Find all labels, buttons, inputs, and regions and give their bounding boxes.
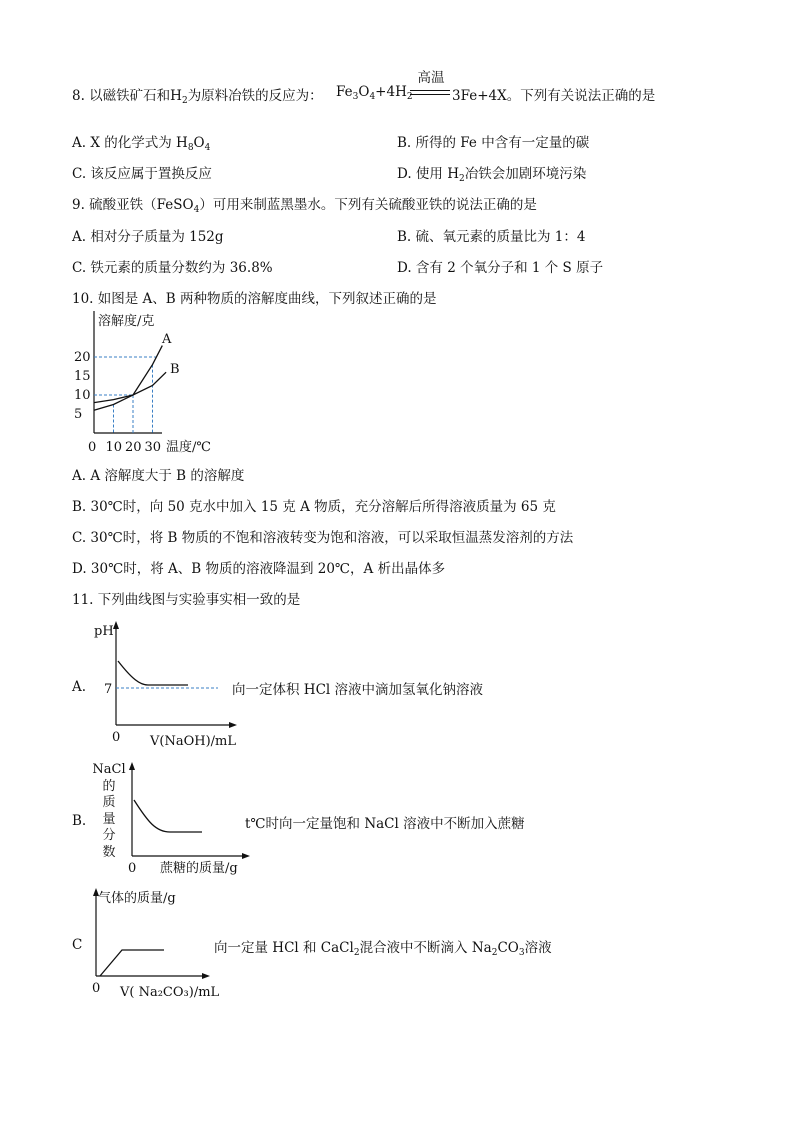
ph-origin: 0 <box>112 730 121 745</box>
solubility-xlabel: 温度/℃ <box>166 440 211 455</box>
q11-a-label: A. <box>72 679 87 695</box>
q11-b-label: B. <box>72 813 87 829</box>
eq-condition-text: 高温 <box>417 70 445 86</box>
eq-right: 3Fe+4X <box>452 88 507 104</box>
q8-suffix: 。下列有关说法正确的是 <box>506 88 656 104</box>
nacl-ylabel-char: 的 <box>102 778 116 794</box>
q8-a-mid: O <box>193 135 205 151</box>
nacl-ylabel-char: NaCl <box>92 762 126 777</box>
ph-chart <box>88 615 238 750</box>
eq-o: O <box>358 84 370 100</box>
solubility-y-tick: 15 <box>74 369 91 384</box>
q8-equation-right <box>452 84 655 104</box>
gas-ylabel: 气体的质量/g <box>98 891 176 906</box>
q8-d-pre: D. 使用 H <box>397 166 459 182</box>
q8-prefix-sub: 2 <box>181 96 188 106</box>
q8-option-a <box>72 131 210 151</box>
nacl-x-arrow <box>242 853 250 859</box>
q9-option-b: B. 硫、氧元素的质量比为 1：4 <box>397 229 586 245</box>
eq-fe: Fe <box>336 84 353 100</box>
q11-c-sub: 2 <box>353 948 360 958</box>
ph-tick-7: 7 <box>104 682 113 697</box>
nacl-ylabel-char: 分 <box>102 828 116 843</box>
q9-option-d: D. 含有 2 个氧分子和 1 个 S 原子 <box>397 260 604 276</box>
solubility-y-tick: 20 <box>74 350 91 365</box>
q10-option-d: D. 30℃时，将 A、B 物质的溶液降温到 20℃，A 析出晶体多 <box>72 561 446 577</box>
solubility-guides <box>94 357 158 433</box>
q9-stem-sub: 4 <box>193 205 200 215</box>
q10-option-c: C. 30℃时，将 B 物质的不饱和溶液转变为饱和溶液，可以采取恒温蒸发溶剂的方法 <box>72 530 574 546</box>
solubility-x-tick: 30 <box>144 440 162 455</box>
nacl-origin: 0 <box>128 861 137 876</box>
q8-stem <box>72 84 323 104</box>
nacl-ylabel <box>92 762 126 861</box>
q11-stem: 11. 下列曲线图与实验事实相一致的是 <box>72 592 301 608</box>
eq-condition <box>414 66 448 86</box>
q11-c-co: CO <box>497 940 519 956</box>
solubility-x-tick: 10 <box>105 440 123 455</box>
q11-c-sub: 2 <box>491 948 498 958</box>
q8-option-b: B. 所得的 Fe 中含有一定量的碳 <box>397 135 590 151</box>
nacl-ylabel-char: 量 <box>102 811 116 827</box>
ph-xlabel: V(NaOH)/mL <box>150 734 236 749</box>
curve-b-label: B <box>170 362 180 377</box>
gas-curve <box>100 950 164 976</box>
q9-stem <box>72 193 537 213</box>
eq-sub: 4 <box>369 92 376 102</box>
q10-option-b: B. 30℃时，向 50 克水中加入 15 克 A 物质，充分溶解后所得溶液质量为 65 克 <box>72 499 556 515</box>
q11-c-mid: 混合液中不断滴入 Na <box>359 940 492 956</box>
gas-origin: 0 <box>92 981 101 996</box>
q9-stem-post: ）可用来制蓝黑墨水。下列有关硫酸亚铁的说法正确的是 <box>199 197 537 213</box>
solubility-chart <box>72 305 232 460</box>
nacl-y-arrow <box>129 762 135 770</box>
q11-c-text <box>214 936 552 956</box>
curve-a-label: A <box>162 332 172 347</box>
q8-option-c: C. 该反应属于置换反应 <box>72 166 212 182</box>
solubility-y-tick: 10 <box>74 388 91 403</box>
solubility-y-tick: 5 <box>74 407 83 422</box>
solubility-x-tick: 20 <box>125 440 142 455</box>
eq-h2: +4H <box>375 84 407 100</box>
q8-prefix: 8. 以磁铁矿石和H <box>72 88 182 104</box>
q8-a-pre: A. X 的化学式为 H <box>72 135 188 151</box>
nacl-ylabel-char: 质 <box>102 795 116 810</box>
nacl-curve <box>134 800 202 832</box>
q11-c-label: C <box>72 937 83 953</box>
curve-b <box>94 372 166 402</box>
ph-curve <box>118 661 188 685</box>
solubility-x-tick: 0 <box>88 440 97 455</box>
q11-a-text: 向一定体积 HCl 溶液中滴加氢氧化钠溶液 <box>232 682 484 698</box>
q11-b-text: t℃时向一定量饱和 NaCl 溶液中不断加入蔗糖 <box>245 816 525 832</box>
ph-x-arrow <box>229 722 237 728</box>
q10-stem: 10. 如图是 A、B 两种物质的溶解度曲线，下列叙述正确的是 <box>72 291 437 307</box>
q10-option-a: A. A 溶解度大于 B 的溶解度 <box>72 468 245 484</box>
eq-sub: 2 <box>406 92 413 102</box>
q11-c-post: 溶液 <box>524 940 552 956</box>
nacl-chart <box>126 760 256 880</box>
q8-d-sub: 2 <box>459 174 465 184</box>
q11-c-sub: 3 <box>518 948 525 958</box>
q8-a-sub: 8 <box>187 143 194 153</box>
nacl-ylabel-char: 数 <box>102 844 116 860</box>
q9-stem-pre: 9. 硫酸亚铁（FeSO <box>72 197 194 213</box>
ph-y-arrow <box>113 621 119 629</box>
q8-prefix-tail: 为原料冶铁的反应为： <box>187 88 323 104</box>
q8-option-d <box>397 162 586 182</box>
q11-c-pre: 向一定量 HCl 和 CaCl <box>214 940 354 956</box>
solubility-ylabel: 溶解度/克 <box>98 314 155 329</box>
ph-ylabel: pH <box>94 624 114 639</box>
gas-xlabel: V( Na₂CO₃)/mL <box>120 985 220 1000</box>
q8-equation <box>336 84 413 100</box>
q9-option-a: A. 相对分子质量为 152g <box>72 229 224 245</box>
q9-option-c: C. 铁元素的质量分数约为 36.8% <box>72 260 273 276</box>
eq-double-line <box>410 90 450 95</box>
q8-a-sub: 4 <box>204 143 211 153</box>
nacl-xlabel: 蔗糖的质量/g <box>160 861 238 876</box>
gas-x-arrow <box>202 973 210 979</box>
eq-sub: 3 <box>352 92 359 102</box>
q8-d-post: 冶铁会加剧环境污染 <box>464 166 587 182</box>
